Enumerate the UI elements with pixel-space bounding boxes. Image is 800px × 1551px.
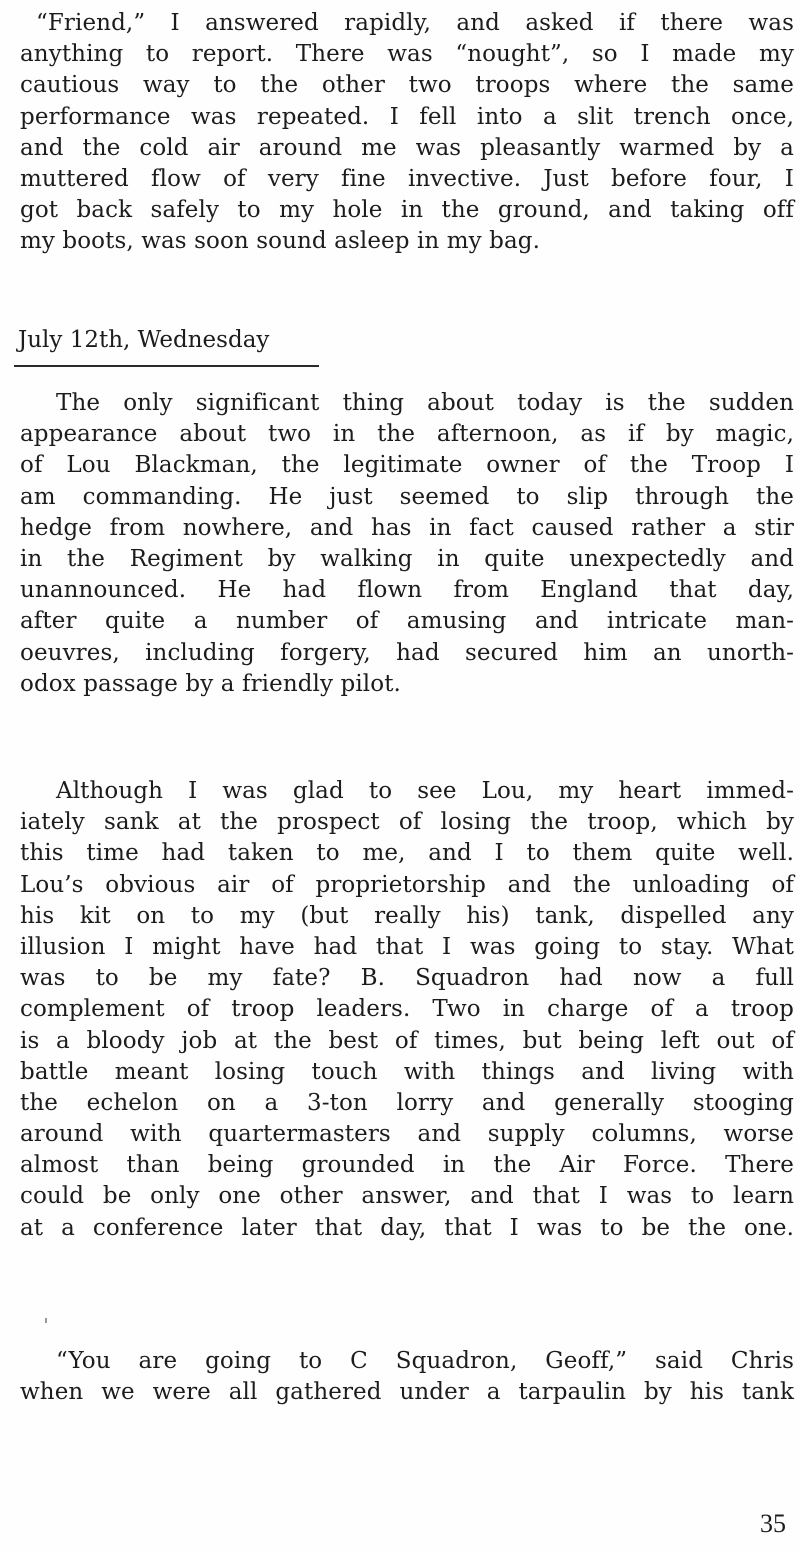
text-line: appearance about two in the afternoon, as if by magic, [20,421,794,448]
text-line: hedge from nowhere, and has in fact caused rather a stir [20,514,794,541]
text-line: almost than being grounded in the Air Force. There [20,1152,794,1179]
text-line: anything to report. There was “nought”, so I made my [20,41,794,68]
paragraph-3 [20,776,794,1244]
text-line: and the cold air around me was pleasantly warmed by a [20,134,794,161]
text-line: “Friend,” I answered rapidly, and asked if there was [36,10,794,36]
text-line: around with quartermasters and supply columns, worse [20,1121,794,1148]
text-line: illusion I might have had that I was going to stay. What [20,933,794,960]
heading-underline [14,365,319,367]
text-line: The only significant thing about today is the sudden [56,390,794,416]
text-line: am commanding. He just seemed to slip through the [20,483,794,510]
text-line: was to be my fate? B. Squadron had now a full [20,965,794,992]
paragraph-4 [20,1346,794,1408]
text-line: battle meant losing touch with things and living with [20,1058,794,1085]
text-line: iately sank at the prospect of losing the troop, which by [20,809,794,836]
paragraph-2 [20,388,794,700]
text-line: oeuvres, including forgery, had secured him an unorth- [20,639,794,666]
text-line: could be only one other answer, and that I was to learn [20,1183,794,1210]
text-line: cautious way to the other two troops where the same [20,72,794,99]
text-line: when we were all gathered under a tarpaulin by his tank [20,1379,794,1406]
text-line: odox passage by a friendly pilot. [20,670,401,697]
text-line: unannounced. He had flown from England that day, [20,577,794,604]
text-line: complement of troop leaders. Two in charge of a troop [20,996,794,1023]
paragraph-1 [20,8,794,258]
text-line: Lou’s obvious air of proprietorship and the unloading of [20,871,794,898]
text-line: at a conference later that day, that I was to be the one. [20,1214,794,1241]
text-line: got back safely to my hole in the ground, and taking off [20,197,794,224]
text-line: my boots, was soon sound asleep in my bag. [20,228,541,255]
text-line: his kit on to my (but really his) tank, dispelled any [20,902,794,929]
text-line: of Lou Blackman, the legitimate owner of the Troop I [20,452,794,479]
text-line: after quite a number of amusing and intricate man- [20,608,794,635]
text-line: in the Regiment by walking in quite unexpectedly and [20,545,794,572]
text-line: the echelon on a 3-ton lorry and generally stooging [20,1089,794,1116]
text-line: “You are going to C Squadron, Geoff,” said Chris [56,1348,794,1374]
print-speck [45,1318,47,1323]
text-line: muttered flow of very fine invective. Just before four, I [20,165,794,192]
text-line: performance was repeated. I fell into a slit trench once, [20,103,794,130]
page-number: 35 [760,1509,786,1538]
text-line: is a bloody job at the best of times, but being left out of [20,1027,794,1054]
text-line: this time had taken to me, and I to them quite well. [20,840,794,867]
text-line: Although I was glad to see Lou, my heart immed- [56,778,794,804]
date-heading: July 12th, Wednesday [18,327,270,353]
